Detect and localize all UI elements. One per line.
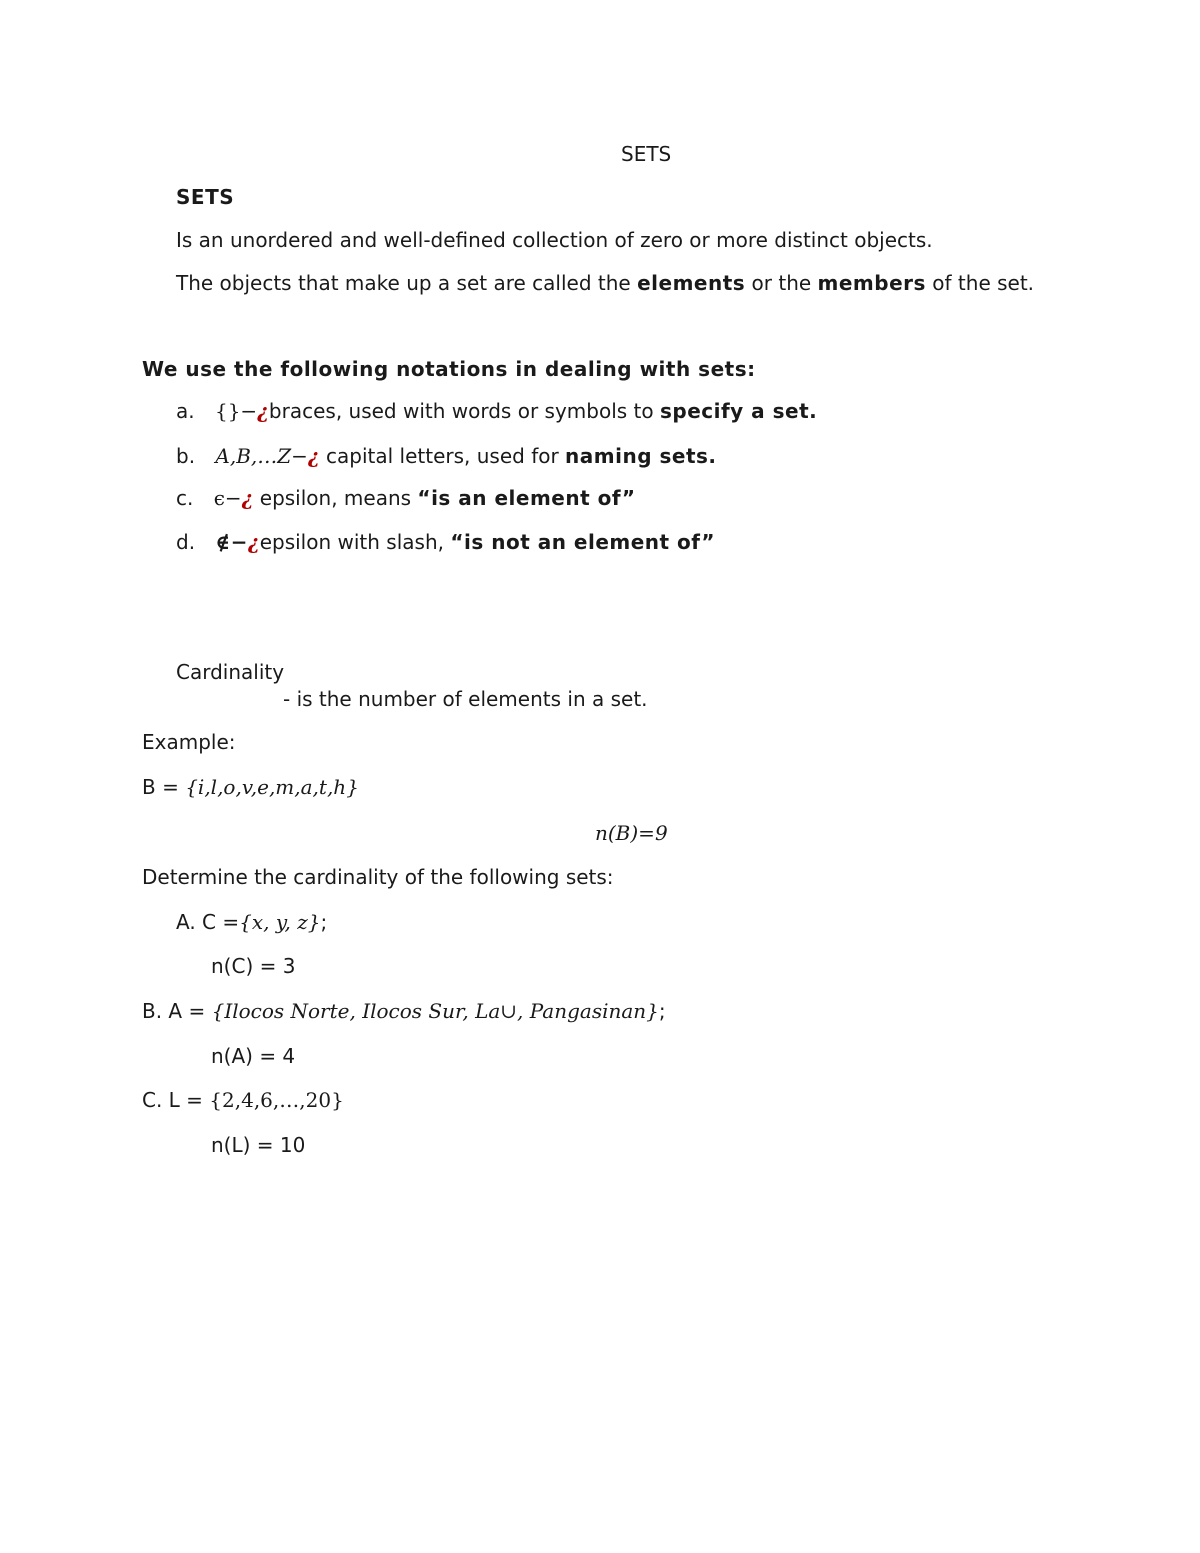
braces-symbol: {}−	[214, 399, 258, 423]
list-marker: b.	[176, 444, 196, 468]
exercise-a-answer: n(C) = 3	[211, 954, 296, 978]
exercise-c-prefix: C. L =	[142, 1088, 210, 1112]
example-cardinality: n(B)=9	[595, 821, 668, 845]
notation-bold: naming sets.	[565, 444, 717, 468]
set-definition: Is an unordered and well-defined collection of zero or more distinct objects.	[176, 228, 933, 252]
members-term: members	[817, 271, 926, 295]
glyph-glitch: ¿	[247, 530, 260, 554]
notation-bold: “is an element of”	[417, 486, 636, 510]
exercise-a	[176, 912, 327, 932]
exercise-prompt: Determine the cardinality of the following sets:	[142, 865, 614, 889]
example-set-prefix: B =	[142, 775, 186, 799]
exercise-a-prefix: A. C =	[176, 910, 240, 934]
elements-def-part3: of the set.	[925, 271, 1035, 295]
elements-def-part2: or the	[745, 271, 818, 295]
example-set	[142, 777, 359, 797]
notation-text: epsilon, means	[253, 486, 418, 510]
notation-bold: specify a set.	[659, 399, 818, 423]
example-label: Example:	[142, 730, 236, 754]
notation-item-braces	[176, 401, 817, 421]
cardinality-definition: - is the number of elements in a set.	[283, 687, 648, 711]
glyph-glitch: ¿	[307, 444, 320, 468]
notation-bold: “is not an element of”	[450, 530, 715, 554]
notations-heading: We use the following notations in dealing with sets:	[142, 357, 756, 381]
exercise-b-suffix: ;	[658, 999, 666, 1023]
list-marker: c.	[176, 486, 194, 510]
notation-item-capital-letters	[176, 446, 717, 466]
glyph-glitch: ¿	[257, 399, 269, 423]
exercise-b	[142, 1001, 666, 1021]
elements-definition	[176, 273, 1034, 293]
notation-text: braces, used with words or symbols to	[268, 399, 660, 423]
exercise-c-math: {2,4,6,…,20}	[209, 1088, 344, 1112]
list-marker: a.	[176, 399, 195, 423]
notation-item-epsilon	[176, 488, 636, 508]
glyph-glitch: ¿	[241, 486, 254, 510]
exercise-b-answer: n(A) = 4	[211, 1044, 296, 1068]
exercise-a-math: {x, y, z}	[239, 910, 321, 934]
document-title: SETS	[621, 142, 672, 166]
notation-item-not-element	[176, 532, 715, 552]
exercise-a-suffix: ;	[320, 910, 328, 934]
elements-term: elements	[637, 271, 746, 295]
notation-text: epsilon with slash,	[259, 530, 451, 554]
capital-letters-symbol: A,B,…Z−	[215, 444, 308, 468]
epsilon-symbol: ϵ−	[213, 486, 242, 510]
cardinality-heading: Cardinality	[176, 660, 285, 684]
notation-text: capital letters, used for	[319, 444, 566, 468]
list-marker: d.	[176, 530, 196, 554]
exercise-b-math: {Ilocos Norte, Ilocos Sur, La∪, Pangasinan}	[211, 999, 659, 1023]
not-element-symbol: ∉−	[215, 530, 248, 554]
exercise-c	[142, 1090, 344, 1110]
exercise-c-answer: n(L) = 10	[211, 1133, 306, 1157]
section-heading: SETS	[176, 185, 235, 209]
elements-def-part1: The objects that make up a set are called the	[176, 271, 638, 295]
example-set-math: {i,l,o,v,e,m,a,t,h}	[185, 775, 359, 799]
exercise-b-prefix: B. A =	[142, 999, 212, 1023]
